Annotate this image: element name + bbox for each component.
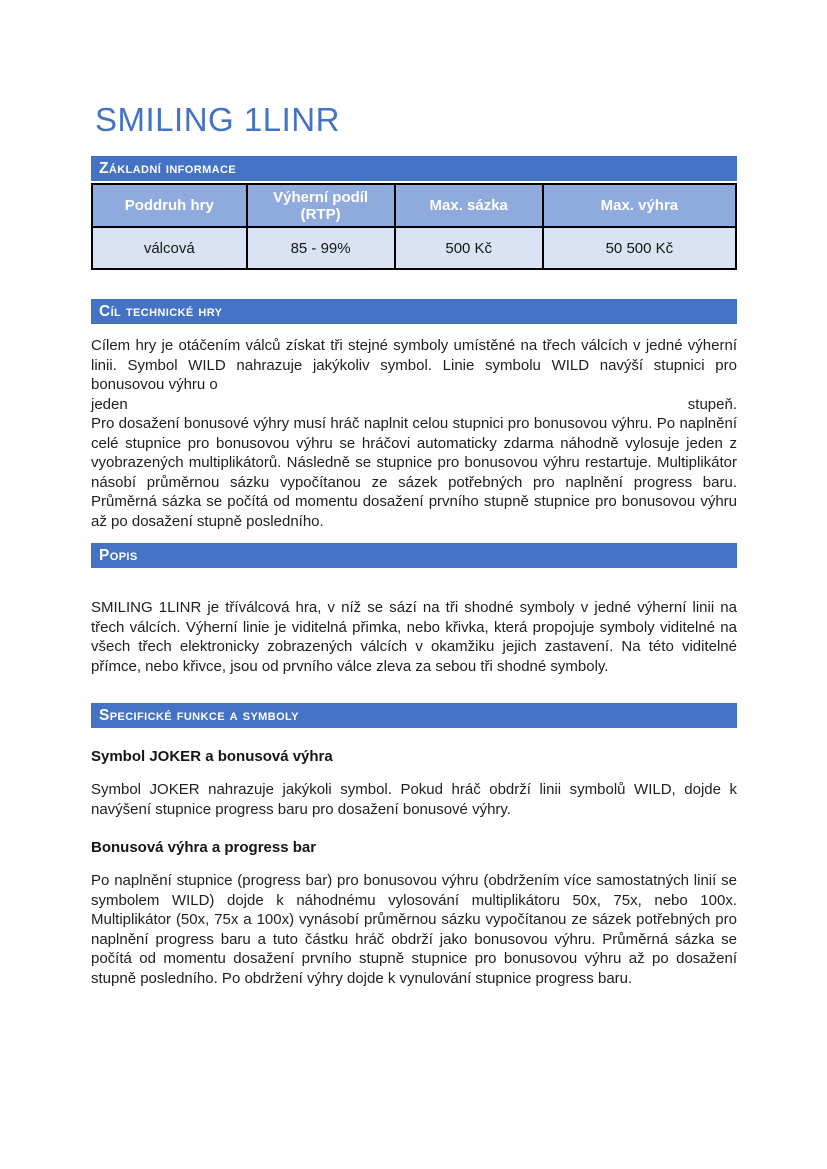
section-header-goal	[91, 299, 737, 324]
table-cell-max-vyhra: 50 500 Kč	[543, 227, 736, 269]
table-header-max-vyhra: Max. výhra	[543, 184, 736, 227]
section-header-features	[91, 703, 737, 728]
section-header-description-label: Popis	[99, 547, 138, 564]
basic-info-table	[91, 183, 737, 270]
page-title: SMILING 1LINR	[95, 101, 340, 138]
table-header-row	[92, 184, 736, 227]
table-header-max-sazka: Max. sázka	[395, 184, 543, 227]
section-header-basic-info	[91, 156, 737, 181]
spread-word-right: stupeň.	[687, 395, 737, 413]
section-header-goal-label: Cíl technické hry	[99, 303, 223, 320]
table-cell-poddruh-hry: válcová	[92, 227, 247, 269]
section-header-features-label: Specifické funkce a symboly	[99, 707, 299, 724]
goal-paragraph-spread-line	[91, 395, 737, 415]
description-paragraph: SMILING 1LINR je tříválcová hra, v níž se sází na tři shodné symboly v jedné výherní linii na třech válcích. Výherní linie je viditelná přimka, nebo křivka, která propojuje symboly viditelné na všech třech elektronicky zobrazených válcích v okamžiku jejich zastavení. Na této viditelné přímce, nebo křivce, jsou od prvního válce zleva za sebou tři shodné symboly.	[91, 599, 737, 675]
table-header-poddruh-hry: Poddruh hry	[92, 184, 247, 227]
section-header-basic-info-label: Základní informace	[99, 160, 237, 177]
section-header-description	[91, 543, 737, 568]
subsection-title-joker: Symbol JOKER a bonusová výhra	[91, 748, 333, 765]
table-cell-max-sazka: 500 Kč	[395, 227, 543, 269]
spread-word-left: jeden	[91, 395, 128, 413]
goal-paragraph-2: Pro dosažení bonusové výhry musí hráč naplnit celou stupnici pro bonusovou výhru. Po naplnění celé stupnice pro bonusovou výhru se hráčovi automaticky zdarma náhodně vylosuje jeden z vyobrazených multiplikátorů. Následně se stupnice pro bonusovou výhru restartuje. Multiplikátor násobí průměrnou sázku vypočítanou ze sázek potřebných pro naplnění progress baru. Průměrná sázka se počítá od momentu dosažení prvního stupně stupnice pro bonusovou výhru až po dosažení stupně posledního.	[91, 415, 737, 530]
table-header-vyherni-podil: Výherní podíl (RTP)	[247, 184, 395, 227]
goal-paragraph-1: Cílem hry je otáčením válců získat tři stejné symboly umístěné na třech válcích v jedné výherní linii. Symbol WILD nahrazuje jakýkoliv symbol. Linie symbolu WILD navýší stupnici pro bonusovou výhru o	[91, 337, 737, 393]
bonus-paragraph: Po naplnění stupnice (progress bar) pro bonusovou výhru (obdržením více samostatných linií se symbolem WILD) dojde k náhodnému vylosování multiplikátoru 50x, 75x, nebo 100x. Multiplikátor (50x, 75x a 100x) vynásobí průměrnou sázku vypočítanou ze sázek potřebných pro naplnění progress baru a tuto částku hráč obdrží jako bonusovou výhru. Průměrná sázka se počítá od momentu dosažení prvního stupně stupnice pro bonusovou výhru až po dosažení stupně posledního. Po obdržení výhry dojde k vynulování stupnice progress baru.	[91, 872, 737, 987]
joker-paragraph: Symbol JOKER nahrazuje jakýkoli symbol. Pokud hráč obdrží linii symbolů WILD, dojde k navýšení stupnice progress baru pro dosažení bonusové výhry.	[91, 781, 737, 818]
table-cell-vyherni-podil: 85 - 99%	[247, 227, 395, 269]
subsection-title-bonus: Bonusová výhra a progress bar	[91, 839, 317, 856]
table-row	[92, 227, 736, 269]
